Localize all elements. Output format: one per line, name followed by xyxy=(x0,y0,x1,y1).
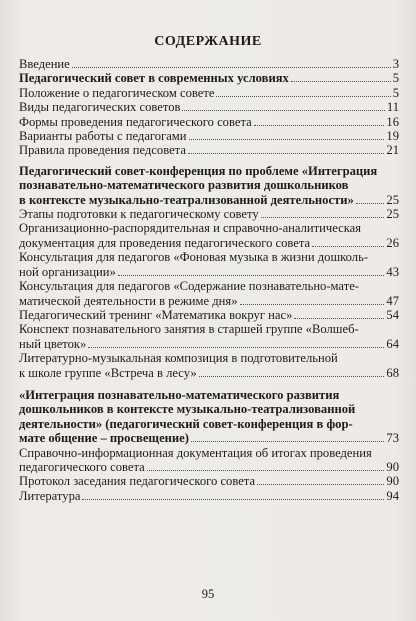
toc-entry xyxy=(19,308,399,322)
toc-entry-title-line: документация для проведения педагогического совета xyxy=(19,235,311,250)
dot-leader xyxy=(199,376,385,377)
toc-entry-page: 90 xyxy=(386,474,399,489)
dot-leader xyxy=(72,67,391,68)
toc-entry-title-line: Литература xyxy=(19,488,81,503)
toc-entry-title-line: Варианты работы с педагогами xyxy=(19,129,187,144)
dot-leader xyxy=(188,153,385,154)
toc-entry xyxy=(19,71,399,85)
toc-entry-page: 26 xyxy=(386,235,399,250)
toc-entry-title-line: Этапы подготовки к педагогическому совету xyxy=(19,207,259,222)
toc-entry-title-line: Консультация для педагогов «Фоновая музыка в жизни дошколь- xyxy=(19,250,369,265)
toc-entry xyxy=(19,322,399,351)
dot-leader xyxy=(294,318,384,319)
toc-entry-page: 3 xyxy=(392,57,399,71)
toc-entry-page: 64 xyxy=(386,336,399,351)
dot-leader xyxy=(88,347,384,348)
toc-entry-title-line: Введение xyxy=(19,57,70,71)
toc-entry-page: 68 xyxy=(386,365,399,380)
toc-entry xyxy=(19,446,399,475)
toc-entry-page: 54 xyxy=(386,307,399,322)
toc-entry-title-line: «Интеграция познавательно-математического развития xyxy=(19,387,340,402)
toc-entry-title-line: в контексте музыкально-театрализованной деятельности» xyxy=(19,192,354,207)
dot-leader xyxy=(182,110,384,111)
dot-leader xyxy=(189,139,385,140)
toc-entry xyxy=(19,129,399,143)
dot-leader xyxy=(254,125,385,126)
toc-entry-page: 5 xyxy=(392,71,399,86)
toc-entry xyxy=(19,250,399,279)
toc-entry-page: 11 xyxy=(386,100,399,115)
toc-entry-title-line: Консультация для педагогов «Содержание познавательно-мате- xyxy=(19,279,359,294)
table-of-contents xyxy=(19,57,399,503)
page-number: 95 xyxy=(201,587,215,601)
toc-entry-title-line: Педагогический совет в современных условиях xyxy=(19,71,289,86)
toc-entry-title-line: Виды педагогических советов xyxy=(19,100,181,115)
toc-entry-page: 5 xyxy=(392,85,399,100)
toc-entry-title-line: Педагогический совет-конференция по проблеме «Интеграция xyxy=(19,163,378,178)
dot-leader xyxy=(312,246,384,247)
toc-entry-title-line: Справочно-информационная документация об итогах проведения xyxy=(19,445,372,460)
toc-entry xyxy=(19,351,399,380)
toc-entry xyxy=(19,100,399,114)
toc-entry-title-line: педагогического совета xyxy=(19,459,145,474)
dot-leader xyxy=(257,484,384,485)
dot-leader xyxy=(147,470,385,471)
toc-entry-page: 43 xyxy=(386,264,399,279)
toc-entry-title-line: познавательно-математического развития дошкольников xyxy=(19,178,349,193)
toc-entry xyxy=(19,207,399,221)
toc-entry-page: 19 xyxy=(386,129,399,144)
toc-entry xyxy=(19,143,399,157)
toc-entry-page: 16 xyxy=(386,114,399,129)
toc-entry-title-line: Правила проведения педсовета xyxy=(19,143,186,158)
toc-entry xyxy=(19,115,399,129)
toc-entry-page: 21 xyxy=(386,143,399,158)
dot-leader xyxy=(356,203,385,204)
dot-leader xyxy=(216,96,390,97)
dot-leader xyxy=(240,304,385,305)
toc-entry xyxy=(19,474,399,488)
toc-entry xyxy=(19,388,399,446)
dot-leader xyxy=(191,441,384,442)
toc-entry xyxy=(19,164,399,207)
toc-entry-title-line: Положение о педагогическом совете xyxy=(19,85,215,100)
toc-entry-title-line: Формы проведения педагогического совета xyxy=(19,114,252,129)
page-title: СОДЕРЖАНИЕ xyxy=(154,34,262,49)
toc-entry-title-line: ный цветок» xyxy=(19,336,87,351)
toc-entry xyxy=(19,489,399,503)
toc-entry-page: 73 xyxy=(386,431,399,446)
dot-leader xyxy=(291,81,391,82)
toc-entry xyxy=(19,279,399,308)
toc-entry-title-line: Педагогический тренинг «Математика вокруг нас» xyxy=(19,307,293,322)
dot-leader xyxy=(82,499,384,500)
toc-entry-title-line: Организационно-распорядительная и справочно-аналитическая xyxy=(19,221,362,236)
toc-entry-page: 47 xyxy=(386,293,399,308)
toc-entry-title-line: Конспект познавательного занятия в старшей группе «Волшеб- xyxy=(19,322,359,337)
toc-entry-title-line: Литературно-музыкальная композиция в подготовительной xyxy=(19,351,338,366)
toc-entry-page: 94 xyxy=(386,488,399,503)
toc-entry-title-line: мате общение – просвещение) xyxy=(19,431,189,446)
dot-leader xyxy=(261,217,385,218)
toc-entry-page: 90 xyxy=(386,459,399,474)
dot-leader xyxy=(118,275,385,276)
toc-entry xyxy=(19,57,399,71)
toc-entry-title-line: Протокол заседания педагогического совета xyxy=(19,474,256,489)
toc-entry-title-line: матической деятельности в режиме дня» xyxy=(19,293,238,308)
toc-entry xyxy=(19,86,399,100)
toc-entry-title-line: ной организации» xyxy=(19,264,116,279)
toc-entry-page: 25 xyxy=(386,207,399,222)
toc-entry-page: 25 xyxy=(386,192,399,207)
toc-entry xyxy=(19,221,399,250)
toc-entry-title-line: деятельности» (педагогический совет-конференция в фор- xyxy=(19,416,353,431)
toc-entry-title-line: к школе группе «Встреча в лесу» xyxy=(19,365,197,380)
toc-entry-title-line: дошкольников в контексте музыкально-театрализованной xyxy=(19,402,356,417)
